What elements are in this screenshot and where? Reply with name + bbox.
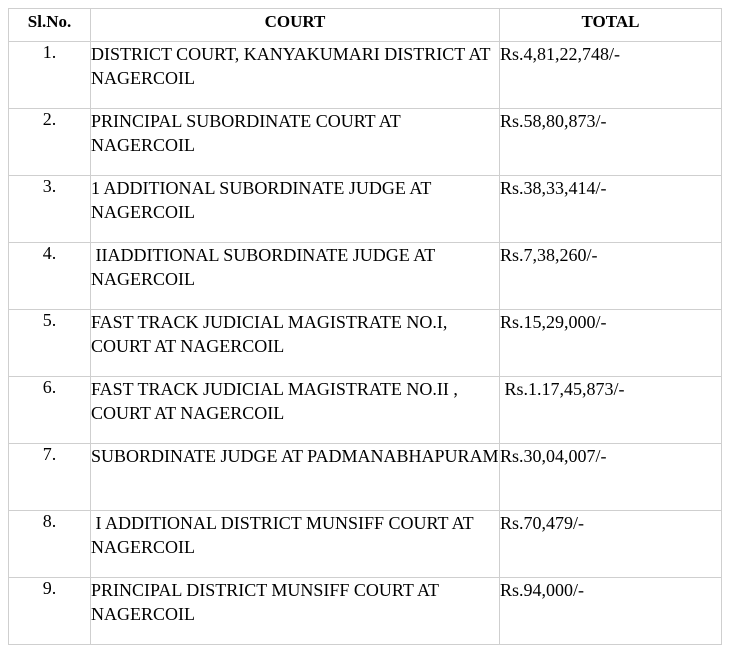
row-court: SUBORDINATE JUDGE AT PADMANABHAPURAM [91, 444, 500, 511]
row-total: Rs.15,29,000/- [500, 310, 722, 377]
row-court: FAST TRACK JUDICIAL MAGISTRATE NO.II , COURT AT NAGERCOIL [91, 377, 500, 444]
row-total: Rs.7,38,260/- [500, 243, 722, 310]
table-row [9, 310, 722, 377]
table-row [9, 444, 722, 511]
table-header [9, 9, 722, 42]
table-body [9, 42, 722, 645]
table-row [9, 377, 722, 444]
row-sl-no: 6. [9, 377, 91, 444]
table-row [9, 109, 722, 176]
row-sl-no: 7. [9, 444, 91, 511]
row-total: Rs.1.17,45,873/- [500, 377, 722, 444]
row-total: Rs.70,479/- [500, 511, 722, 578]
row-court: DISTRICT COURT, KANYAKUMARI DISTRICT AT NAGERCOIL [91, 42, 500, 109]
header-court: COURT [91, 9, 500, 42]
header-sl-no: Sl.No. [9, 9, 91, 42]
row-court: PRINCIPAL DISTRICT MUNSIFF COURT AT NAGERCOIL [91, 578, 500, 645]
row-court: PRINCIPAL SUBORDINATE COURT AT NAGERCOIL [91, 109, 500, 176]
row-total: Rs.94,000/- [500, 578, 722, 645]
court-totals-table [8, 8, 722, 645]
row-sl-no: 4. [9, 243, 91, 310]
row-sl-no: 9. [9, 578, 91, 645]
table-row [9, 176, 722, 243]
row-sl-no: 1. [9, 42, 91, 109]
row-sl-no: 8. [9, 511, 91, 578]
header-row [9, 9, 722, 42]
row-sl-no: 3. [9, 176, 91, 243]
row-total: Rs.30,04,007/- [500, 444, 722, 511]
table-row [9, 42, 722, 109]
table-row [9, 511, 722, 578]
row-court: FAST TRACK JUDICIAL MAGISTRATE NO.I, COURT AT NAGERCOIL [91, 310, 500, 377]
table-row [9, 243, 722, 310]
row-sl-no: 2. [9, 109, 91, 176]
header-total: TOTAL [500, 9, 722, 42]
row-total: Rs.38,33,414/- [500, 176, 722, 243]
table-row [9, 578, 722, 645]
row-court: IIADDITIONAL SUBORDINATE JUDGE AT NAGERCOIL [91, 243, 500, 310]
row-total: Rs.58,80,873/- [500, 109, 722, 176]
row-court: I ADDITIONAL DISTRICT MUNSIFF COURT AT NAGERCOIL [91, 511, 500, 578]
row-total: Rs.4,81,22,748/- [500, 42, 722, 109]
row-court: 1 ADDITIONAL SUBORDINATE JUDGE AT NAGERCOIL [91, 176, 500, 243]
row-sl-no: 5. [9, 310, 91, 377]
